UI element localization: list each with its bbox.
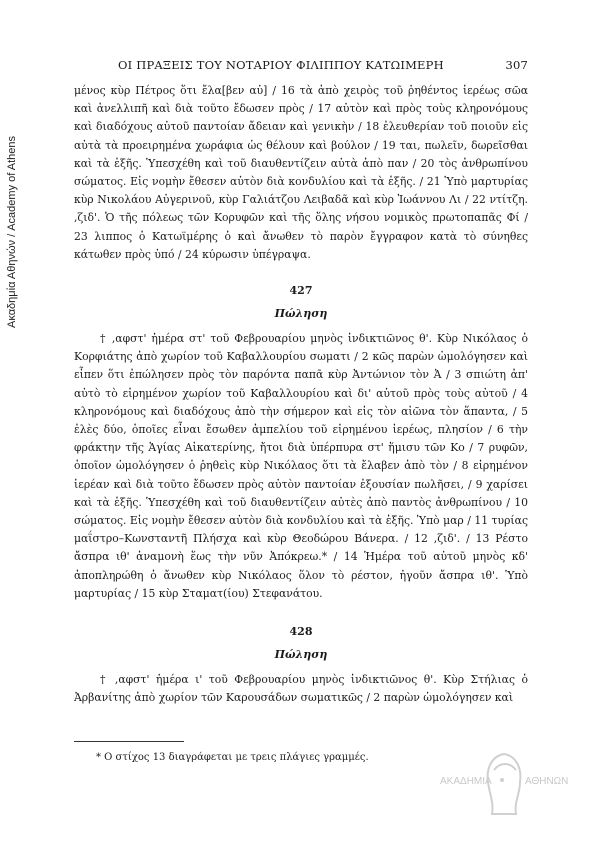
archive-side-note: Ακαδημία Αθηνών / Academy of Athens [6, 135, 18, 328]
academy-watermark [440, 750, 570, 830]
page-number: 307 [505, 58, 528, 72]
document-text: † ,αφστ' ἡμέρα ι' τοῦ Φεβρουαρίου μηνὸς ἰνδικτιῶνος θ'. Κὺρ Στήλιας ὁ Ἀρβανίτης ἀπὸ χωρίον τῶν Καρουσάδων σωματικῶς / 2 παρὼν ὡμολόγησεν καὶ [74, 673, 528, 705]
document-text: † ,αφστ' ἡμέρα στ' τοῦ Φεβρουαρίου μηνὸς ἰνδικτιῶνος θ'. Κὺρ Νικόλαος ὁ Κορφιάτης ἀπὸ χωρίον τοῦ Καβαλλουρίου σωματι / 2 κῶς παρὼν ὡμολόγησεν καὶ εἶπεν ὅτι ἐπώλησεν πρὸς τὸν παρόντα παπᾶ κὺρ Ἀντώνιον τὸν Ἀ / 3 σπιώτη ἀπ' αὐτὸ τὸ εἰρημένον χωρίον τοῦ Καβαλλουρίου καὶ δι' αὐτοῦ πρὸς τοὺς αὐτοῦ / 4 κληρονόμους καὶ διαδόχους ἀπὸ τὴν σήμερον καὶ εἰς τὸν αἰῶνα τὸν ἅπαντα, / 5 ἐλὲς δύο, ὁποῖες εἶναι ἔσωθεν ἀμπελίου τοῦ εἰρημένου ἱερέως, πλησίον / 6 τὴν φράκτην τῆς Ἁγίας Αἰκατερίνης, ἤτοι διὰ ὑπέρπυρα στ' ἥμισυ τῶν Κο / 7 ρυφῶν, ὁποῖον ὡμολόγησεν ὁ ῥηθεὶς κὺρ Νικόλαος ὅτι τὰ ἔλαβεν ἀπὸ τὸν / 8 εἰρημένον ἱερέαν καὶ διὰ τοῦτο ἔδωσεν πρὸς αὐτὸν παντοίαν ἐξουσίαν πωλῆσει, / 9 χαρίσει καὶ τὰ ἑξῆς. Ὑπεσχέθη καὶ τοῦ διαυθεντίζειν αὐτὲς ἀπὸ παντὸς ἀνθρωπίνου / 10 σώματος. Εἰς νομὴν ἔθεσεν αὐτὸν διὰ κονδυλίου καὶ τὰ ἑξῆς. Ὑπὸ μαρ / 11 τυρίας μαΐστρο–Κωνσταντῆ Πλήσχα καὶ κὺρ Θεοδώρου Βάνερα. / 12 ,ζιδ'. / 13 Ρέστο ἄσπρα ιθ' ἀναμονὴ ἕως τὴν νῦν Ἀπόκρεω.* / 14 Ἡμέρα τοῦ αὐτοῦ μηνὸς κδ' ἀποπληρώθη ὁ ἄνωθεν κὺρ Νικόλαος ὅλον τὸ ρέστον, ἠγοῦν ἄσπρα ιθ'. Ὑπὸ μαρτυρίας / 15 κὺρ Σταματ(ίου) Στεφανάτου. [74, 332, 528, 600]
document-number: 427 [289, 284, 313, 298]
intro-paragraph: μένος κὺρ Πέτρος ὅτι ἔλα[βεν αὐ] / 16 τὰ ἀπὸ χειρὸς τοῦ ῥηθέντος ἱερέως σῶα καὶ ἀνελλιπῆ καὶ διὰ τοῦτο ἔδωσεν πρὸς / 17 αὐτὸν καὶ πρὸς τοὺς κληρονόμους καὶ διαδόχους αὐτοῦ παντοίαν ἄδειαν καὶ γενικὴν / 18 ἐλευθερίαν τοῦ ποιοῦν εἰς αὐτὰ τὰ προειρημένα χωράφια ὡς θέλουν καὶ βούλον / 19 ται, πωλεῖν, δωρεῖσθαι καὶ τὰ ἑξῆς. Ὑπεσχέθη καὶ τοῦ διαυθεντίζειν αὐτὰ ἀπὸ παν / 20 τὸς ἀνθρωπίνου σώματος. Εἰς νομὴν ἔθεσεν αὐτὸν διὰ κονδυλίου καὶ τὰ ἑξῆς. / 21 Ὑπὸ μαρτυρίας κὺρ Νικολάου Αὐγερινοῦ, κὺρ Γαλιάτζου Λειβαδᾶ καὶ κὺρ Ἰωάννου Λι / 22 ντίτζη. ,ζιδ'. Ὁ τῆς πόλεως τῶν Κορυφῶν καὶ τῆς ὅλης νήσου νομικὸς πρωτοπαπᾶς Φί / 23 λιππος ὁ Κατωϊμέρης ὁ καὶ ἄνωθεν τὸ παρὸν ἔγγραφον κατὰ τὸ σύνηθες κάτωθεν πρὸς ὑπό / 24 κύρωσιν ὑπέγραψα. [74, 84, 528, 261]
document-title: Πώληση [274, 307, 328, 321]
footnote-divider [74, 741, 184, 742]
running-title: ΟΙ ΠΡΑΞΕΙΣ ΤΟΥ ΝΟΤΑΡΙΟΥ ΦΙΛΙΠΠΟΥ ΚΑΤΩΙΜΕΡΗ [118, 58, 444, 72]
document-427 [74, 284, 528, 603]
footnote: * Ο στίχος 13 διαγράφεται με τρεις πλάγιες γραμμές. [96, 752, 369, 763]
document-428 [74, 625, 528, 707]
page-header [74, 58, 528, 72]
document-number: 428 [289, 625, 313, 639]
watermark-left-word: ΑΚΑΔΗΜΙΑ [440, 776, 492, 787]
watermark-right-word: ΑΘΗΝΩΝ [525, 776, 569, 787]
document-title: Πώληση [274, 648, 328, 662]
book-page [74, 58, 528, 763]
